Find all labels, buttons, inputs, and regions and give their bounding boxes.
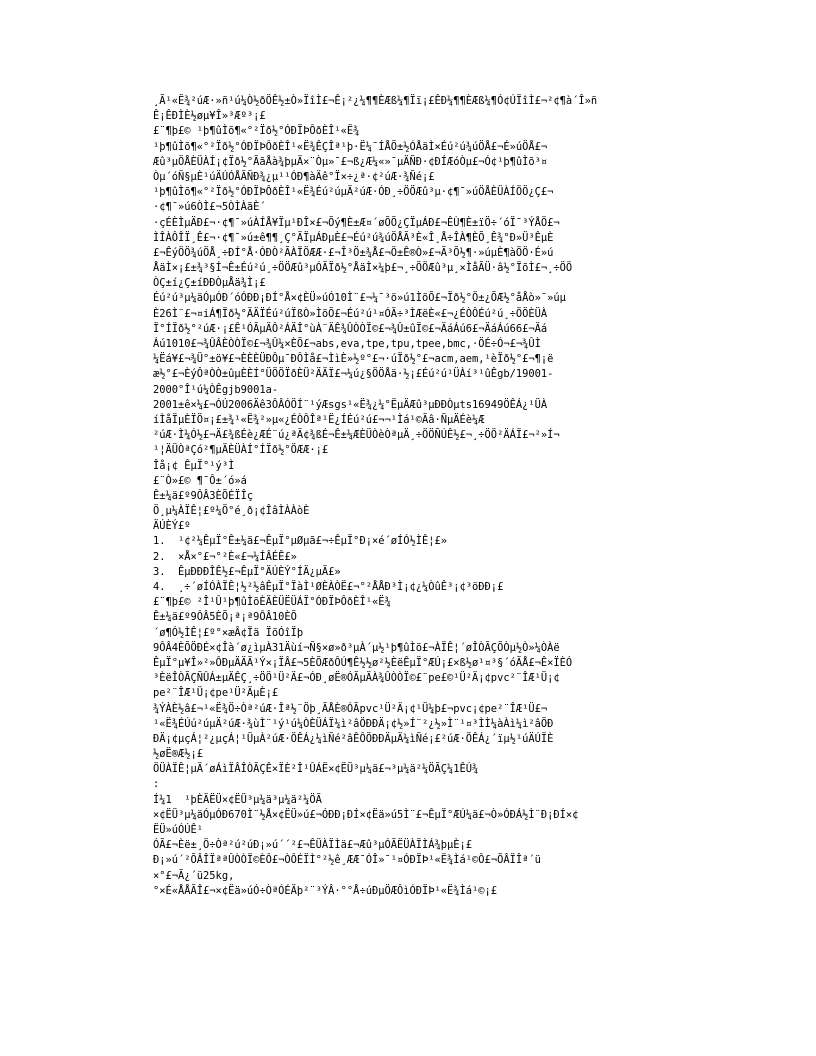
text-line: ÐÄ¡¢µçÁ¦²¿µçÁ¦¹ÜµÀ²úÆ·ÖÊÁ¿¼ìÑé²âÊÔÖÐÐÄµÄ¼ìÑé¡£²úÆ·ÖÊÁ¿´ïµ½¹úÄÚÏÈ — [153, 732, 554, 745]
text-line: ×°£¬Ã¿´ü25kg, — [153, 869, 235, 882]
text-line: 2001±ê×¼£¬ÓÚ2006Äê3ÔÂÓÖÍ¨¹ýÆsgs¹«Ë¾¿¼°ËµÄÆû³µÐÐÒµts16949ÖÊÁ¿¹ÜÀ — [153, 398, 548, 411]
report-body-text — [153, 94, 673, 899]
text-line: Í¼1 ¹þÈÄËÜ×¢ËÜ³µ¼ä³µ¼ä²¼ÖÃ — [153, 793, 322, 806]
text-line: ·¢¶¯»ú6ÒÌ£¬5ÒÌÀãÈ´ — [153, 201, 266, 214]
text-line: £¨Ò»£© ¶¯Ô±´ó»á — [153, 474, 247, 487]
text-line: ½øË®Æ½¡£ — [153, 748, 204, 761]
text-line: Ö¸µ¼ÀÏÊ¦£º¼Ö°é¸ð¡¢ÎâÌÀÀòÈ — [153, 505, 310, 518]
text-line: ¹«Ë¾ÉÚú²úµÄ²úÆ·¾ùÌ¨¹ý¹ú¼ÒÈÜÁÏ¼ì²âÖÐÐÄ¡¢½»Í¨²¿½»Ì¨¹¤³ÌÌ¼àÀì¼ì²âÖÐ — [153, 717, 554, 730]
text-line: ´ø¶Ó½ÌÊ¦£º°×æÂ¢Ïä ÏõÓîÏþ — [153, 626, 304, 639]
text-line: £¨¶þ£© ¹þ¶ûÌõ¶«°²Ïð½°ÓÐÏÞÔðÈÎ¹«Ë¾ — [153, 125, 360, 138]
text-line: Éú²ú³µ¼äÓµÓÐ´óÓÐÐ¡ÐÍ°Å×¢ÈÜ»úÓ10Ì¨£¬¼¯³ö»ú1ÌõÕ£¬Ïð½°Ö±¿ÕÆ½°åÅò»¯»úµ — [153, 292, 566, 305]
text-line: ¸Ã¹«Ë¾²úÆ·»ñ¹ú¼Ò½ðÖÊ½±Ò»ÏîÌ£¬Ê¡²¿¼¶¶ÈÆß¼¶Ïï¡£ÊÐ¼¶¶ÈÆß¼¶Ó¢ÚÏîÌ£¬²¢¶à´Î»ñ — [153, 95, 598, 107]
text-line: £¬ÊýÖÖ¾úÖÅ¸÷ÐÍ°Å·ÓÐÒ²ÃÀÏÖÆÆ·£¬Î³Ö±¾Å£¬Ö±Ê®Ò»£¬Ã³Õ½¶·»úµÈ¶àÖÖ·É»ú — [153, 246, 554, 259]
text-line: ×¢ËÜ³µ¼äÓµÓÐ670Ì¨½Å×¢ËÜ»ú£¬ÓÐÐ¡ÐÍ×¢Ëä»ú5Ì¨£¬ÊµÏ°ÆÚ¼ä£¬Ò»ÓÐÁ½Ì¨Ð¡ÐÍ×¢ — [153, 808, 579, 821]
text-line: ·çÉÈÌµÄÐ£¬·¢¶¯»úÀÍÅ¥Ïµ¹ÐÎ×£¬Õý¶È±Æ¤´øÕÕ¿ÇÏµÁÐ£¬ÊÙ¶È±ïÖ÷´óÏ¯³ÝÅÖ£¬ — [153, 216, 560, 229]
text-line: 1. ¹¢²¼ÊµÏ°Ê±¼ä£¬ÊµÏ°µØµã£¬÷ÊµÏ°Ð¡×é´øÍÓ½ÌÊ¦£» — [153, 535, 448, 548]
text-line: ÄÚÈÝ£º — [153, 520, 191, 533]
text-line: ÖÜÀÏÊ¦µÄ´øÁìÏÂÎÒÃÇÊ×ÏÈ²Î¹ÛÁË×¢ËÜ³µ¼ä£¬³µ¼ä²¼ÖÃÇ¼1ÊÚ¾ — [153, 763, 479, 776]
text-line: ÒÇ±í¿Ç±íÐÐÒµÅä¾Ì¡£ — [153, 277, 266, 290]
text-line: °×É«ÅÅÃÎ£¬×¢Ëä»úÓ÷ÒªÓÉÄþ²¨³ÝÂ·°°Å÷úÐµÖÆÔìÓÐÏÞ¹«Ë¾Ìá¹©¡£ — [153, 884, 498, 897]
text-line: Ê±¼ä£º9ÔÂ3ÈÕÉÏÎç — [153, 489, 254, 502]
text-line: 3. ÊµÐÐÐÎÊ½£¬ÊµÏ°ÄÚÈÝ°ÍÄ¿µÄ£» — [153, 565, 341, 578]
text-line: : — [153, 778, 160, 791]
text-line: ¾ÝÀÈ½â£¬¹«Ë¾Ö÷Òª²úÆ·Îª½¨Öþ¸ÃÅÈ®ÓÃpvc¹Ü²Ä¡¢¹Ü¼þ£¬pvc¡¢pe²¨ÎÆ¹Ü£¬ — [153, 702, 548, 715]
text-line: 9ÔÂ4ÈÕÖÐÉ×¢Îà´ø¿ìµÀ31Äùí¬Ñ§×ø»ð³µÀ´µ½¹þ¶ûÌõ£¬ÀÏÊ¦´øÎÒÃÇÕÒµ½Ò»¼ÒÀë — [153, 641, 560, 654]
text-line: 2. ×Å×°£¬°²È«£¬¼ÍÂÉÊ£» — [153, 550, 297, 563]
text-line: £¨¶þ£© ²Î¹Û¹þ¶ûÌõÈÄÈÜËÜÁÏ°ÓÐÏÞÔðÈÎ¹«Ë¾ — [153, 596, 391, 609]
text-line: Ê±¼ä£º9ÔÂ5ÈÕ¡ª¡ª9ÔÂ10ÈÕ — [153, 611, 297, 624]
text-line: ¹¦ÄÜÒªÇó²¶µÄÈÜÀÍ°ÍÏð½°ÖÆÆ·¡£ — [153, 444, 329, 457]
text-line: Òµ´óÑ§µÈ¹úÄÚÓÅÃÑÐ¾¿µ¹¹ÓÐ¶àÄê°Ï×÷¿ª·¢²úÆ·¾Ñé¡£ — [153, 170, 435, 183]
text-line: Áú1010£¬¾ÛÂÈÒÒÏ©£¬¾Û¼×ÈÕ£¬abs,eva,tpe,tpu,tpee,bmc,·ÖÉ÷Ó¬£¬¾ÛÌ — [153, 338, 541, 350]
text-line: È26Ì¨£¬¤iÁ¶Ïð½°ÃÄÏÉú²úÏßÒ»ÌõÕ£¬Éú²ú¹¤ÓÃ÷³ÌÆëÈ«£¬¿ÉÒÔÉú²ú¸÷ÖÖÈÜÀ — [153, 307, 548, 320]
text-line: Ð¡»ú´²ÕÂÎÏªªÛÒÒÏ©ÈÔ£¬ÒÔÉÏÌ°²½ê¸ÆÆ¯ÓÎ»¯¹¤ÓÐÏÞ¹«Ë¾Ìá¹©Ô£¬ÕÂÏÎª´ü — [153, 854, 541, 867]
text-line: íÌåÏµÈÏÖ¤¡£±¾¹«Ë¾²»µ«¿ÉÒÔÎª¹Ë¿ÍÉú²ú£¬¬¹Ìá¹©Ãâ·ÑµÄÉè¼Æ — [153, 413, 485, 426]
text-line: ÊµÏ°µ¥Î»²»ÔÐµÄÄÃ¹Ý×¡ÏÂ£¬5ÈÕÆðÔÚ¶Ê½½ø²½ÈëÊµÏ°ÆÚ¡£×ß½ø¹¤³§´óÃÅ£¬Ê×ÏÈÓ — [153, 656, 573, 669]
text-line: æ½°£¬ÈýÔªÒÒ±ûµÈÈÍ°ÜÖÖÏðÈÜ²ÄÄÏ£¬¼ú¿§ÖÖÅä·½¡£Éú²ú¹ÜÀí³¹ûÊgb/19001- — [153, 368, 554, 381]
text-line: ÌÎÀÔÎÏ¸Ê£¬·¢¶¯»ú±ê¶¶¸Ç°ÃÏµÁÐµÈ£¬Éú²ú¾úÖÅÃ³È«Î¸Å÷ÎÀ¶ÈÕ¸Ê¾°Ð»Ü³ÊµÈ — [153, 231, 554, 244]
text-line: Îå¡¢ ÊµÏ°¹ý³Ì — [153, 459, 235, 472]
text-line: ¼Ëá¥£¬¾Ü°±ö¥£¬ÈÈÈÜÐÔµ¯ÐÔÌå£¬ÌìÈ»½º°£¬·úÏð½°£¬acm,aem,¹èÏð½°£¬¶¡ë — [153, 353, 554, 366]
text-line: Æû³µÖÅÈÜÀÍ¡¢Ïð½°ÃãÅà¾þµÄ×¨Òµ»¯£¬ß¿Æ¼«»¯µÄÑÐ·¢ÐÍÆóÒµ£¬Ó¢¹þ¶ûÌõ³¤ — [153, 155, 548, 168]
text-line: ËÜ»úÓÚÊ¹ — [153, 824, 204, 836]
text-line: Ê¡ÊÐÌÈ½øµ¥Î»³Æº³¡£ — [153, 110, 266, 123]
text-line: pe²¨ÎÆ¹Ü¡¢pe¹Ü²ÄµÈ¡£ — [153, 687, 279, 700]
text-line: ³ÈëÎÒÃÇÑÛÁ±µÄÊÇ¸÷ÖÖ¹Ü²Ä£¬ÓÐ¸øË®ÓÃµÄÀ¾ÛÒÒÏ©£¨pe£©¹Ü²Ä¡¢pvc²¨ÎÆ¹Ü¡¢ — [153, 672, 560, 685]
text-line: 4. ¸÷´øÍÓÀÏÊ¦½²½âÊµÏ°ÏàÌ¹ØÈÀÒË£¬°²ÅÅÐ³Ì¡¢¿¼ÒûÊ³¡¢³öÐÐ¡£ — [153, 581, 504, 593]
text-line: ÓÃ£¬Èë±¸Ö÷Òª²ú²úÐ¡»ú´´²£¬ÊÜÀÏÌä£¬Æû³µÓÃËÜÀÏÌÁ¾þµÈ¡£ — [153, 839, 473, 852]
text-line: ¹þ¶ûÌõ¶«°²Ïð½°ÓÐÏÞÔðÈÎ¹«Ë¾Éú²úµÄ²úÆ·ÓÐ¸÷ÖÖÆû³µ·¢¶¯»úÖÅÈÜÀÍÖÖ¿Ç£¬ — [153, 186, 554, 199]
text-line: ÅäÌ×¡£±¾³§Í¬Ê±Éú²ú¸÷ÖÖÆû³µÓÃÏð½°ÅäÌ×¼þ£¬¸÷ÖÖÆû³µ¸×ÌåÃÜ·â½°ÏõÌ£¬¸÷ÖÖ — [153, 262, 573, 275]
text-line: ¹þ¶ûÌõ¶«°²Ïð½°ÓÐÏÞÔðÈÎ¹«Ë¾ÊÇÎª¹þ·Ë¼¯ÍÅÕ±½ÓÅäÌ×Éú²ú¾úÖÅ£¬É»úÖÅ£¬ — [153, 140, 548, 153]
text-line: 2000°Î¹ú¼ÒÊgjb9001a- — [153, 383, 279, 396]
text-line: ²úÆ·Ì¼Ó½£¬Ä£¾ßÉè¿ÆÉ¨ú¿ªÃ¢¾ßÉ¬Ê±¼ÆÈÜÒèÒªµÄ¸÷ÖÖÑÚÊ½£¬¸÷ÖÖ²ÄÁÏ£¬²»Í¬ — [153, 429, 560, 442]
text-line: Ï°ÍÏð½°²úÆ·¡£Ê¹ÓÃµÄÔ²ÁÄÎ°ùÀ¨ÄÊ¾ÛÒÒÏ©£¬¾Û±ûÏ©£¬ÄáÁú6£¬ÄáÁú66£¬Äá — [153, 322, 548, 335]
